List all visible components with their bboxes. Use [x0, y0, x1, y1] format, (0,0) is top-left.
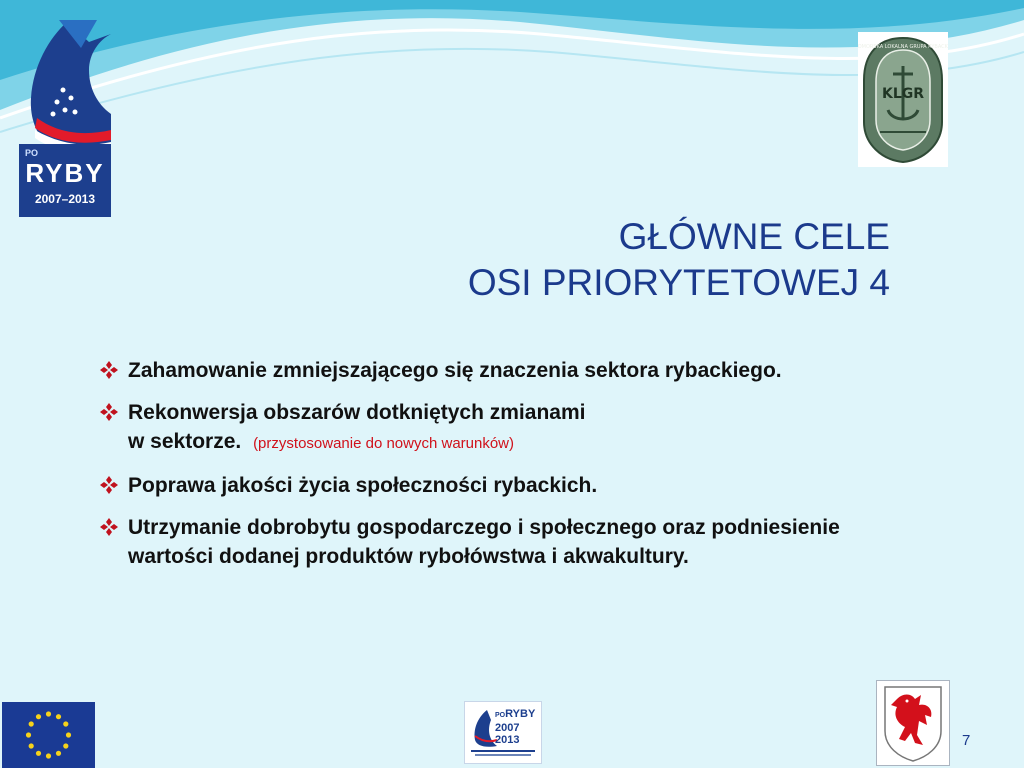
small-logo-po: PO — [495, 712, 506, 719]
slide-title — [468, 214, 890, 306]
list-item-text-continued: w sektorze. — [128, 430, 242, 453]
po-ryby-small-logo — [464, 701, 542, 764]
title-line-1: GŁÓWNE CELE — [618, 216, 890, 257]
griffin-coat-of-arms-icon — [877, 681, 949, 765]
list-item-text: Zahamowanie zmniejszającego się znaczenia sektora rybackiego. — [128, 359, 782, 382]
eu-flag-icon — [2, 702, 95, 768]
small-logo-year-1: 2007 — [495, 722, 520, 734]
anchor-seal-icon — [858, 32, 948, 167]
seal-ring-text: POMORSKA LOKALNA GRUPA RYBACKA — [858, 44, 948, 50]
list-item-note: (przystosowanie do nowych warunków) — [253, 435, 515, 452]
list-item-text: Utrzymanie dobrobytu gospodarczego i społecznego oraz podniesienie wartości dodanej produktów rybołówstwa i akwakultury. — [128, 516, 840, 568]
small-logo-name: RYBY — [505, 708, 536, 720]
logo-po-text: PO — [25, 148, 39, 158]
title-line-2: OSI PRIORYTETOWEJ 4 — [467, 262, 890, 303]
seal-initials: KLGR — [881, 86, 925, 102]
coat-of-arms — [876, 680, 950, 766]
page-number: 7 — [962, 732, 971, 749]
list-item — [98, 513, 878, 571]
list-item-text: Rekonwersja obszarów dotkniętych zmianami — [128, 401, 586, 424]
small-logo-caption-lines — [471, 750, 535, 758]
diamond-bullet-icon — [100, 403, 118, 421]
diamond-bullet-icon — [100, 518, 118, 536]
list-item-text: Poprawa jakości życia społeczności rybackich. — [128, 474, 598, 497]
po-ryby-logo-box — [19, 144, 111, 217]
fishing-group-seal — [858, 32, 948, 167]
logo-years-text: 2007–2013 — [34, 192, 96, 206]
diamond-bullet-icon — [100, 361, 118, 379]
list-item — [98, 356, 878, 385]
fish-logo-icon — [19, 18, 111, 163]
list-item — [98, 398, 878, 458]
small-logo-year-2: 2013 — [495, 734, 520, 746]
logo-name-text: RYBY — [25, 158, 105, 188]
diamond-bullet-icon — [100, 476, 118, 494]
small-logo-text — [495, 708, 535, 746]
goals-list — [98, 356, 878, 584]
po-ryby-logo — [19, 18, 111, 206]
list-item — [98, 471, 878, 500]
